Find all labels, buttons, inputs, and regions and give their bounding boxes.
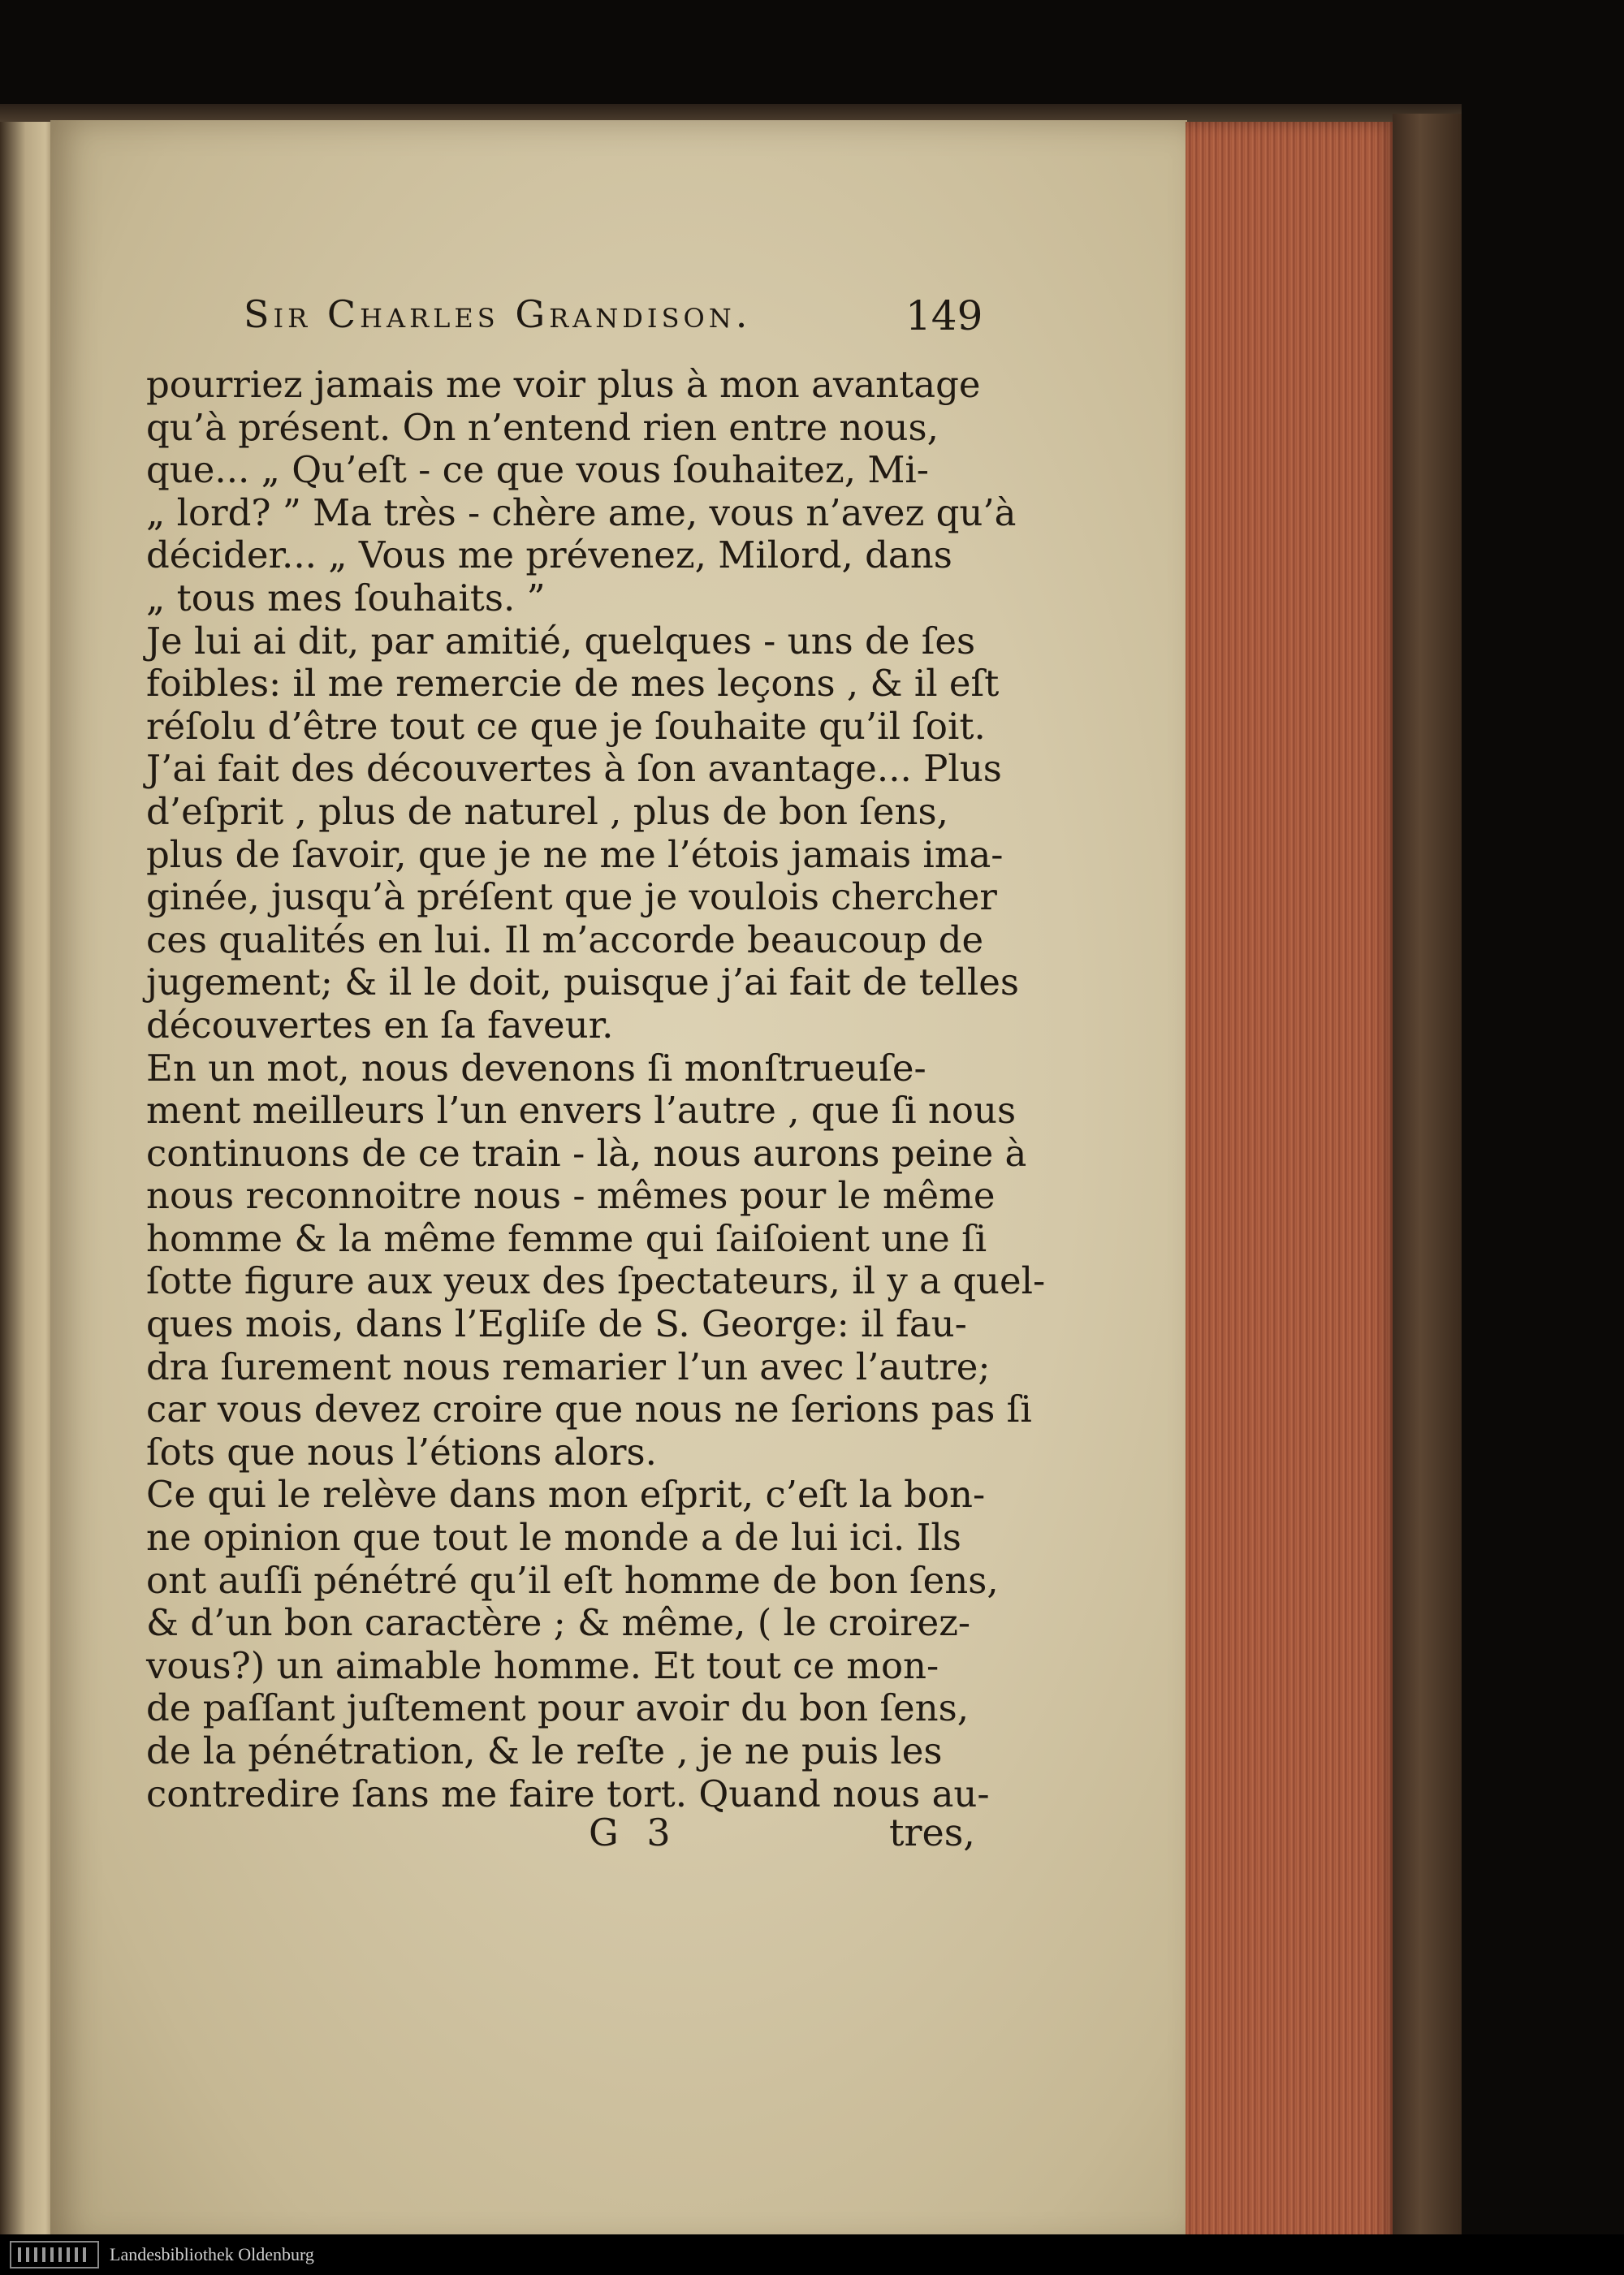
text-line: & d’un bon caractère ; & même, ( le croirez- bbox=[146, 1601, 971, 1645]
catchword: tres, bbox=[889, 1811, 975, 1854]
text-line: homme & la même femme qui ſaiſoient une ſi bbox=[146, 1216, 987, 1260]
text-line: nous reconnoitre nous - mêmes pour le même bbox=[146, 1174, 996, 1218]
text-line: continuons de ce train - là, nous aurons peine à bbox=[146, 1131, 1027, 1175]
text-line: ment meilleurs l’un envers l’autre , que ſi nous bbox=[146, 1089, 1017, 1133]
text-line: foibles: il me remercie de mes leçons , & il eſt bbox=[146, 662, 1000, 706]
text-line: „ tous mes ſouhaits. ” bbox=[146, 576, 546, 619]
text-line: que... „ Qu’eſt - ce que vous ſouhaitez, Mi- bbox=[146, 448, 930, 492]
text-line: „ lord? ” Ma très - chère ame, vous n’avez qu’à bbox=[146, 490, 1017, 534]
text-line: ques mois, dans l’Egliſe de S. George: il fau- bbox=[146, 1302, 967, 1346]
footer-library-name: Landesbibliothek Oldenburg bbox=[110, 2244, 314, 2264]
text-line: de paſſant juſtement pour avoir du bon ſens, bbox=[146, 1686, 970, 1730]
text-line: découvertes en ſa faveur. bbox=[146, 1003, 614, 1047]
text-line: J’ai fait des découvertes à ſon avantage... Plus bbox=[146, 747, 1002, 791]
text-line: vous?) un aimable homme. Et tout ce mon- bbox=[146, 1643, 939, 1687]
text-line: réſolu d’être tout ce que je ſouhaite qu’il ſoit. bbox=[146, 704, 986, 748]
text-line: ne opinion que tout le monde a de lui ici. Ils bbox=[146, 1516, 961, 1560]
text-line: ſotte figure aux yeux des ſpectateurs, il y a quel- bbox=[146, 1259, 1046, 1303]
text-line: d’eſprit , plus de naturel , plus de bon ſens, bbox=[146, 789, 948, 833]
text-line: dra ſurement nous remarier l’un avec l’autre; bbox=[146, 1345, 991, 1388]
text-line: décider... „ Vous me prévenez, Milord, dans bbox=[146, 533, 952, 577]
running-head: Sir Charles Grandison. bbox=[244, 292, 752, 336]
left-page-edge bbox=[0, 122, 57, 2249]
text-line: qu’à présent. On n’entend rien entre nous, bbox=[146, 405, 939, 449]
text-line: plus de ſavoir, que je ne me l’étois jamais ima- bbox=[146, 832, 1004, 876]
text-line: ginée, jusqu’à préſent que je voulois chercher bbox=[146, 875, 997, 919]
text-line: de la pénétration, & le reſte , je ne puis les bbox=[146, 1729, 943, 1772]
text-line: car vous devez croire que nous ne ſerions pas ſi bbox=[146, 1388, 1032, 1431]
text-line: contredire ſans me faire tort. Quand nous au- bbox=[146, 1772, 990, 1815]
library-logo-icon bbox=[10, 2241, 99, 2269]
text-line: pourriez jamais me voir plus à mon avantage bbox=[146, 363, 981, 406]
text-line: Ce qui le relève dans mon eſprit, c’eſt la bon- bbox=[146, 1473, 986, 1517]
text-line: Je lui ai dit, par amitié, quelques - uns de ſes bbox=[146, 619, 976, 663]
page-block-edges bbox=[1186, 122, 1397, 2249]
text-line: jugement; & il le doit, puisque j’ai fait de telles bbox=[146, 961, 1019, 1004]
signature-mark: G 3 bbox=[589, 1811, 679, 1854]
text-line: ont auſſi pénétré qu’il eſt homme de bon ſens, bbox=[146, 1558, 999, 1602]
text-line: En un mot, nous devenons ſi monſtrueuſe- bbox=[146, 1046, 926, 1090]
text-line: ſots que nous l’étions alors. bbox=[146, 1430, 657, 1474]
page-number: 149 bbox=[905, 292, 983, 339]
book-cover bbox=[1393, 114, 1462, 2249]
body-text bbox=[146, 363, 1046, 1815]
text-line: ces qualités en lui. Il m’accorde beaucoup de bbox=[146, 917, 984, 961]
